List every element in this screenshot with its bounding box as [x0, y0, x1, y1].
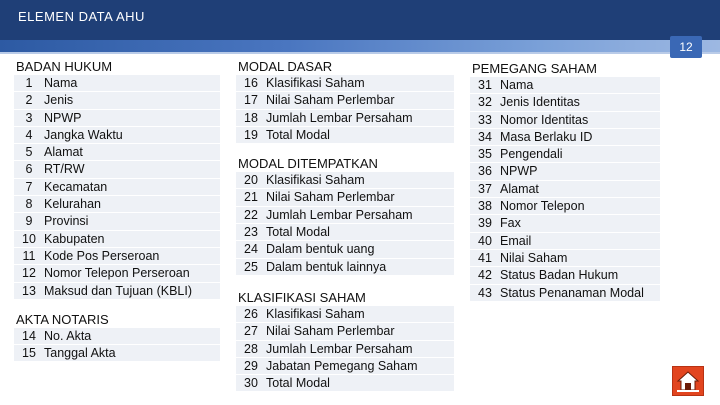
page-title: ELEMEN DATA AHU [18, 9, 145, 24]
item-label: Jumlah Lembar Persaham [266, 110, 413, 125]
item-label: NPWP [500, 164, 538, 179]
header-divider [0, 52, 720, 54]
item-number: 34 [478, 129, 492, 144]
item-number: 19 [244, 127, 258, 142]
item-number: 36 [478, 164, 492, 179]
list-item [14, 213, 220, 230]
section-klasifikasi-saham [236, 289, 454, 392]
list-item [14, 345, 220, 362]
list-item [14, 110, 220, 127]
item-label: Provinsi [44, 214, 89, 229]
item-label: Total Modal [266, 376, 330, 391]
item-number: 39 [478, 216, 492, 231]
home-button[interactable] [672, 366, 704, 396]
item-number: 1 [25, 76, 33, 90]
list-item [14, 127, 220, 144]
list-item [14, 328, 220, 345]
column-badan-hukum [14, 58, 220, 362]
item-number: 5 [25, 145, 33, 160]
item-label: Nilai Saham Perlembar [266, 190, 395, 205]
item-label: Klasifikasi Saham [266, 173, 365, 188]
item-number: 35 [478, 147, 492, 162]
list-item [14, 75, 220, 92]
item-number: 13 [22, 283, 36, 298]
list-item [236, 241, 454, 258]
item-label: Jangka Waktu [44, 127, 123, 142]
item-label: Kabupaten [44, 231, 105, 246]
item-label: Jenis [44, 93, 74, 108]
item-number: 32 [478, 95, 492, 110]
list-item [236, 224, 454, 241]
item-number: 9 [25, 214, 33, 229]
section-modal-ditempatkan [236, 155, 454, 276]
section-akta-notaris [14, 311, 220, 363]
home-icon [673, 367, 703, 395]
list-item [470, 215, 660, 232]
section-title: MODAL DITEMPATKAN [238, 156, 378, 172]
list-item [470, 198, 660, 215]
list-item [470, 146, 660, 163]
item-label: Nama [500, 78, 534, 92]
section-title: BADAN HUKUM [16, 59, 113, 74]
item-label: Kode Pos Perseroan [44, 248, 160, 263]
item-label: Nilai Saham Perlembar [266, 93, 395, 108]
list-item [470, 181, 660, 198]
item-number: 23 [244, 225, 258, 240]
item-label: Kecamatan [44, 179, 108, 194]
list-item [14, 144, 220, 161]
item-number: 42 [478, 268, 492, 283]
item-label: Fax [500, 216, 521, 231]
item-label: Nilai Saham [500, 250, 568, 265]
item-number: 28 [244, 341, 258, 356]
item-label: Dalam bentuk lainnya [266, 259, 387, 274]
item-number: 26 [244, 306, 258, 321]
page-number-badge: 12 [670, 36, 702, 58]
list-item [236, 110, 454, 127]
item-number: 12 [22, 266, 36, 281]
list-item [236, 92, 454, 109]
item-number: 33 [478, 112, 492, 127]
item-number: 40 [478, 233, 492, 248]
item-label: Nomor Identitas [500, 112, 589, 127]
item-label: Kelurahan [44, 197, 101, 212]
list-item [236, 127, 454, 144]
list-item [236, 306, 454, 323]
item-number: 16 [244, 76, 258, 90]
list-item [470, 267, 660, 284]
list-item [470, 163, 660, 180]
list-item [470, 77, 660, 94]
list-item [470, 250, 660, 267]
item-number: 14 [22, 328, 36, 343]
item-label: Masa Berlaku ID [500, 129, 593, 144]
item-number: 25 [244, 259, 258, 274]
item-number: 6 [25, 162, 33, 177]
item-label: Tanggal Akta [44, 346, 116, 361]
column-pemegang-saham [470, 60, 660, 302]
item-label: Status Badan Hukum [500, 268, 619, 283]
item-number: 38 [478, 199, 492, 214]
item-label: Jenis Identitas [500, 95, 580, 110]
list-item [236, 172, 454, 189]
item-label: Maksud dan Tujuan (KBLI) [44, 283, 192, 298]
item-number: 10 [22, 231, 36, 246]
list-item [236, 207, 454, 224]
list-item [14, 92, 220, 109]
section-title: MODAL DASAR [238, 59, 333, 74]
list-item [236, 323, 454, 340]
list-item [470, 285, 660, 302]
slide-header [0, 0, 720, 40]
item-label: NPWP [44, 110, 82, 125]
item-number: 7 [25, 179, 33, 194]
column-modal [236, 58, 454, 392]
section-title: PEMEGANG SAHAM [472, 61, 597, 76]
item-number: 24 [244, 242, 258, 257]
list-item [14, 231, 220, 248]
list-item [14, 265, 220, 282]
item-number: 20 [244, 173, 258, 188]
item-number: 15 [22, 346, 36, 361]
list-item [470, 129, 660, 146]
list-item [470, 233, 660, 250]
item-number: 11 [22, 248, 36, 263]
list-item [236, 375, 454, 392]
item-number: 41 [478, 250, 492, 265]
item-label: Alamat [44, 145, 83, 160]
section-modal-dasar [236, 58, 454, 144]
item-number: 22 [244, 207, 258, 222]
item-number: 30 [244, 376, 258, 391]
item-label: Nilai Saham Perlembar [266, 324, 395, 339]
list-item [236, 259, 454, 276]
item-number: 8 [25, 197, 33, 212]
item-label: No. Akta [44, 328, 92, 343]
item-number: 27 [244, 324, 258, 339]
item-label: Klasifikasi Saham [266, 76, 365, 90]
item-label: Klasifikasi Saham [266, 306, 365, 321]
item-number: 29 [244, 358, 258, 373]
list-item [236, 189, 454, 206]
item-label: Status Penanaman Modal [500, 285, 644, 300]
item-label: Jumlah Lembar Persaham [266, 341, 413, 356]
item-number: 3 [25, 110, 33, 125]
item-label: Jabatan Pemegang Saham [266, 358, 418, 373]
item-number: 17 [244, 93, 258, 108]
item-number: 21 [244, 190, 258, 205]
section-pemegang-saham [470, 60, 660, 302]
item-label: Total Modal [266, 127, 330, 142]
item-label: Jumlah Lembar Persaham [266, 207, 413, 222]
section-title: KLASIFIKASI SAHAM [238, 289, 366, 305]
item-label: Nomor Telepon Perseroan [44, 266, 190, 281]
item-number: 18 [244, 110, 258, 125]
item-number: 4 [25, 127, 33, 142]
item-label: Pengendali [500, 147, 563, 162]
list-item [14, 196, 220, 213]
item-label: Alamat [500, 181, 539, 196]
item-label: Nama [44, 76, 78, 90]
list-item [14, 248, 220, 265]
list-item [14, 179, 220, 196]
section-title: AKTA NOTARIS [16, 311, 109, 327]
list-item [236, 341, 454, 358]
item-label: RT/RW [44, 162, 85, 177]
section-badan-hukum [14, 58, 220, 300]
item-number: 37 [478, 181, 492, 196]
item-label: Dalam bentuk uang [266, 242, 375, 257]
item-number: 31 [478, 78, 492, 92]
list-item [14, 283, 220, 300]
item-number: 43 [478, 285, 492, 300]
item-label: Nomor Telepon [500, 199, 585, 214]
header-band [0, 40, 720, 52]
list-item [470, 112, 660, 129]
item-number: 2 [25, 93, 33, 108]
item-label: Total Modal [266, 225, 330, 240]
list-item [236, 75, 454, 92]
list-item [14, 161, 220, 178]
list-item [470, 94, 660, 111]
item-label: Email [500, 233, 532, 248]
list-item [236, 358, 454, 375]
